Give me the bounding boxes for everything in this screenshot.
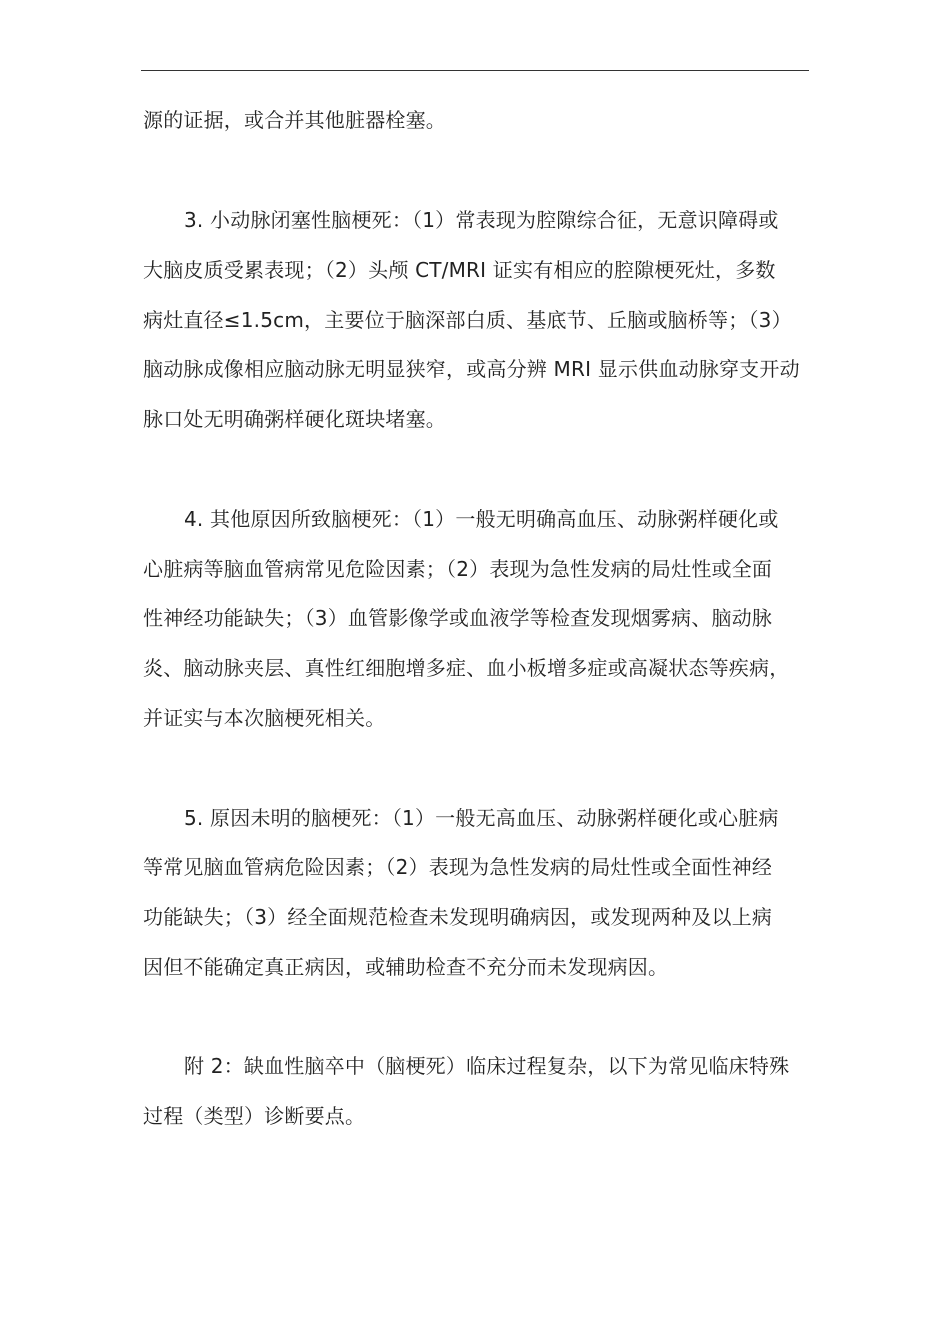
paragraph-5-line-1: 5. 原因未明的脑梗死：（1）一般无高血压、动脉粥样硬化或心脏病	[184, 806, 779, 830]
paragraph-4-line-2: 心脏病等脑血管病常见危险因素；（2）表现为急性发病的局灶性或全面	[143, 557, 773, 581]
paragraph-3-line-3: 病灶直径≤1.5cm，主要位于脑深部白质、基底节、丘脑或脑桥等；（3）	[143, 308, 792, 332]
paragraph-3-line-4: 脑动脉成像相应脑动脉无明显狭窄，或高分辨 MRI 显示供血动脉穿支开动	[143, 357, 800, 381]
paragraph-5-line-3: 功能缺失；（3）经全面规范检查未发现明确病因，或发现两种及以上病	[143, 905, 773, 929]
paragraph-5-line-2: 等常见脑血管病危险因素；（2）表现为急性发病的局灶性或全面性神经	[143, 855, 773, 879]
paragraph-3-line-5: 脉口处无明确粥样硬化斑块堵塞。	[143, 407, 446, 431]
header-rule	[141, 70, 809, 71]
paragraph-4-line-1: 4. 其他原因所致脑梗死：（1）一般无明确高血压、动脉粥样硬化或	[184, 507, 779, 531]
paragraph-4-line-5: 并证实与本次脑梗死相关。	[143, 706, 386, 730]
appendix-2-line-2: 过程（类型）诊断要点。	[143, 1104, 366, 1128]
paragraph-4-line-3: 性神经功能缺失；（3）血管影像学或血液学等检查发现烟雾病、脑动脉	[143, 606, 773, 630]
paragraph-3-line-2: 大脑皮质受累表现；（2）头颅 CT/MRI 证实有相应的腔隙梗死灶，多数	[143, 258, 776, 282]
appendix-2-line-1: 附 2：缺血性脑卒中（脑梗死）临床过程复杂，以下为常见临床特殊	[184, 1054, 790, 1078]
paragraph-5-line-4: 因但不能确定真正病因，或辅助检查不充分而未发现病因。	[143, 955, 669, 979]
paragraph-4-line-4: 炎、脑动脉夹层、真性红细胞增多症、血小板增多症或高凝状态等疾病，	[143, 656, 790, 680]
paragraph-3-line-1: 3. 小动脉闭塞性脑梗死：（1）常表现为腔隙综合征，无意识障碍或	[184, 208, 779, 232]
continuation-line: 源的证据，或合并其他脏器栓塞。	[143, 108, 446, 132]
